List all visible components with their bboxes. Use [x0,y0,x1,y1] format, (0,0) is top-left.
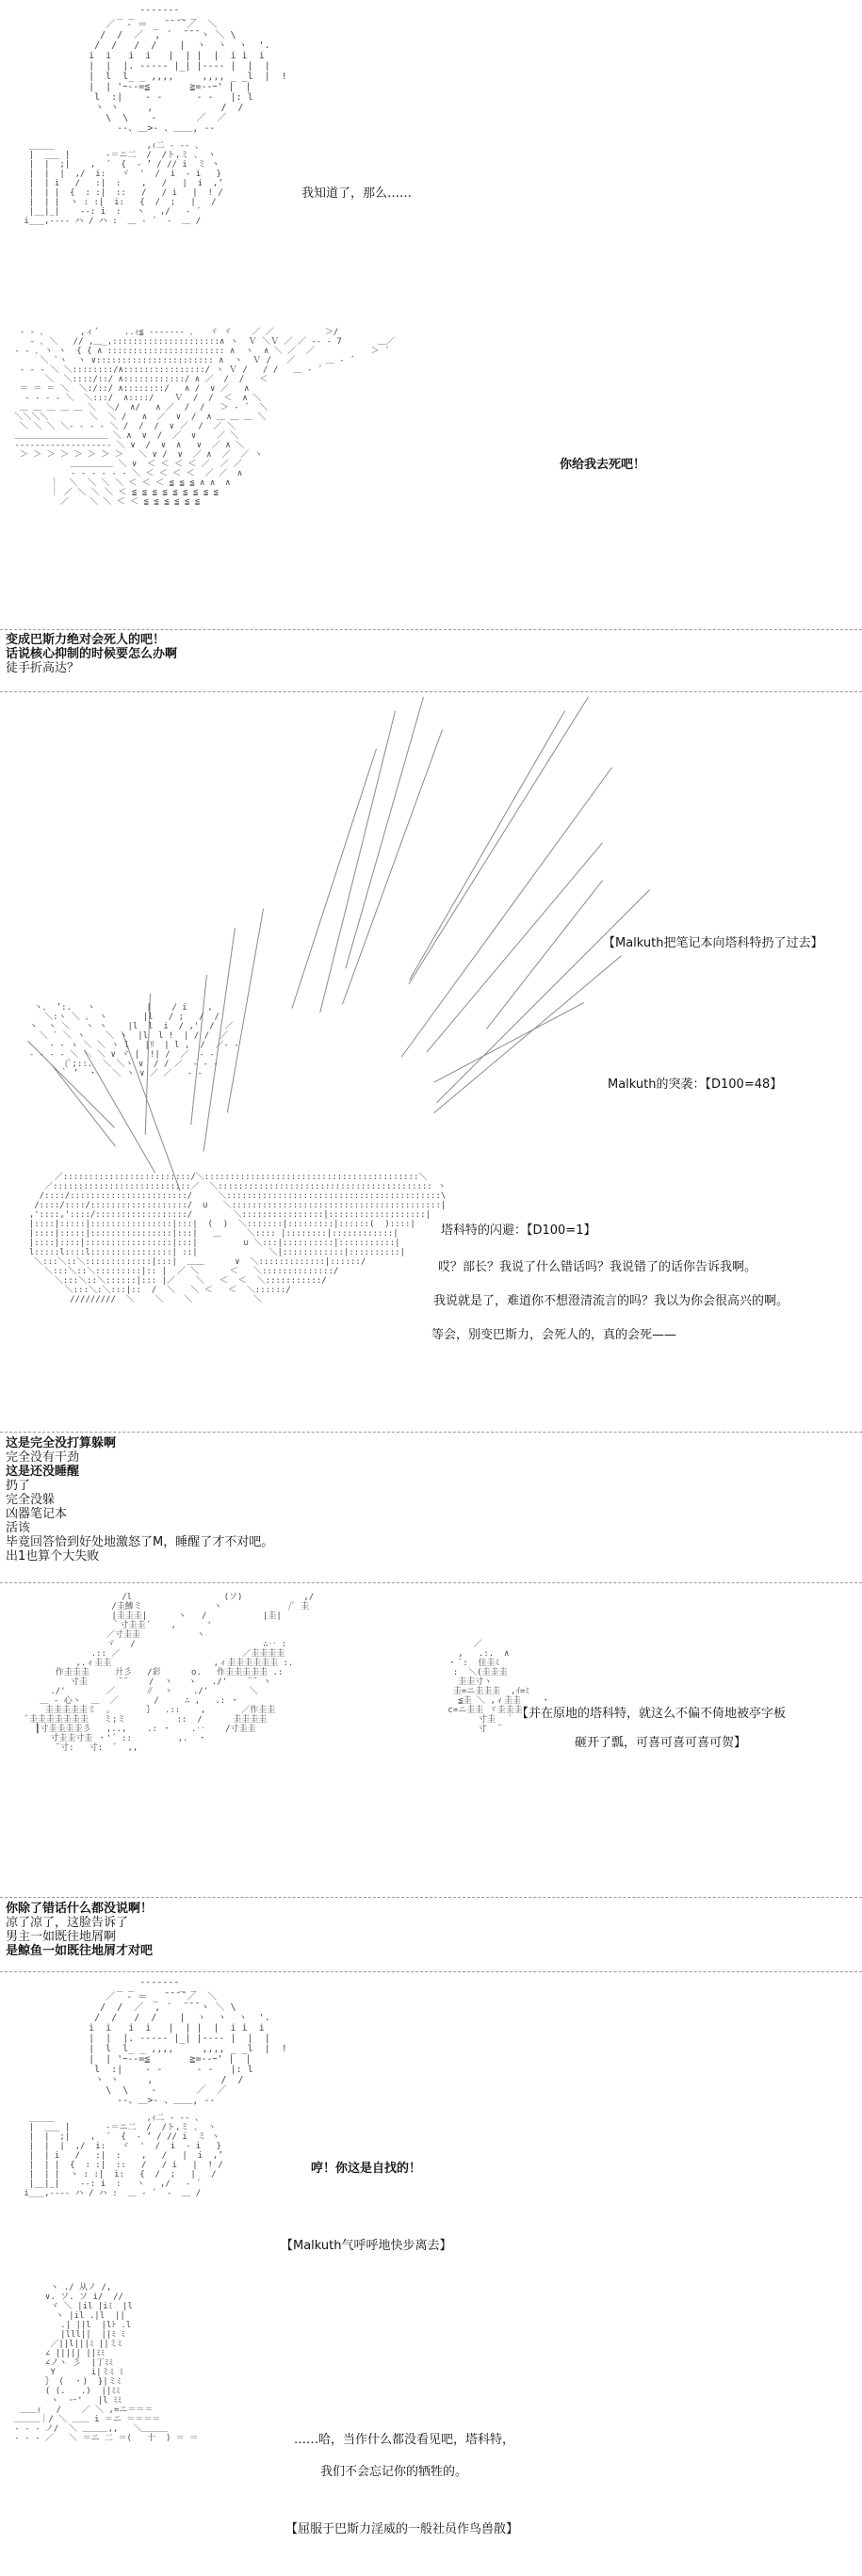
comment-line: 是鲸鱼一如既往地屑才对吧 [6,1944,154,1958]
comment-line: 凶器笔记本 [6,1507,68,1521]
comment-block [6,1902,153,1958]
aa-fallen-takot: /l (ソ) ,/ /圭鯵ミ ヽ /ﾞ 圭 |圭圭圭| ヽ / |圭| ｀寸圭圭´ , ' ／寸圭圭 ヽ ヾ / ∴‥ : .:: ／ ／圭圭圭圭 ,.ィ圭圭 ,ィ圭圭圭圭圭圭 :. 作圭圭圭 廾彡 /彩 o. 作圭圭圭圭圭 .: 寸圭 ¨¨ / ヽ ヽ ./' ¨¨ ヽ ./' ／ ∥ ヽ ./' ＼ ＿ ‐ 心ヽ ＿ ／ / ∴ , .: ・ 圭圭圭圭圭ミ ｡ ｝ .:: , ／作圭圭 ﾞ圭圭圭圭圭圭圭 ミ;ミ :: / 圭圭圭圭 ┃寸圭圭圭圭彡 ,.., .: ・ .‥ /寸圭圭 寸圭圭寸圭 ・'´ :: ,. ・ ¨寸: 寸: ﾟ ,, [24,1593,315,1753]
section-divider [0,629,862,630]
comment-line: 变成巴斯力绝对会死人的吧！ [6,633,166,647]
panel-4 [0,1972,862,2576]
aa-signboard-fragments: ／ , .:. ∧ ・ ﾞ: 住圭ﾐ : ＼(圭圭圭 圭圭寸ヽ 圭=ニ圭圭圭 ,ｲ=ﾐ ≦圭 ＼ ,ィ圭圭 ・ c=ニ圭圭 ヾ圭圭圭 寸圭 ｀ 寸 ¨ [447,1640,550,1734]
section-divider [0,1897,862,1898]
speech-line: 哎？部长？我说了什么错话吗？我说错了的话你告诉我啊。 [438,1260,757,1274]
comment-line: 完全没躲 [6,1493,56,1507]
narration-line: 【Malkuth气呼呼地快步离去】 [281,2239,452,2253]
comment-line: 男主一如既往地屑啊 [6,1930,117,1944]
narration-line: 【屈服于巴斯力淫威的一般社员作鸟兽散】 [285,2522,519,2536]
comment-line: 这是还没睡醒 [6,1465,80,1479]
aa-notebook-hit: ヽ、 ’:. ヽ | / i , ＼:ヽ ＼ 、 ヽ |l / ; / / ヽ ヽ ＼ ヽ ヽ |l l i / ,' / ／ ＼ ` ＼ ヽ ＼ ヽ |l l ! | / / ／ ‐ ‐ ゝ ＼ ＼ ヽ l |ﾘ | l , / ／‐ ‐ ‐ ‐ ‐ ‐ ＼ ＼ ＼ ∨ ヾ | !| / ／ ‐ ‐ (ﾟ;::. ＼ ＼ヽ ∨ / / ／ ‐ ‐ ‐ ｀ ’ ・ ＼ ヽ ∨ ／ ／ ‐ ‐ [28,1003,239,1078]
dice-roll-attack: Malkuth的突袭：【D100=48】 [608,1077,783,1092]
speech-line: 我知道了，那么…… [301,186,413,201]
section-divider [0,1432,862,1433]
panel-1 [0,0,862,629]
comment-line: 出1也算个大失败 [6,1549,100,1563]
aa-seated-figures: ヽ ./ 从ノ /, ∨. ソ. ソ i/ // ヾ ＼ |il |iﾐ |l ヽ |il .|l || .| ||l |lﾄ .l |lll|| ||ﾐ ﾐ ／||l|||ﾐ ||ミﾐ ∠ ||||| ||ﾐﾐ ∠ノヽ 彡 |丁ﾐﾐ Y i|ミﾐ ﾐ ｝ ( ・) }|ミﾐ ( (. .) ||ﾐﾐ ヽ ー' |l ﾐﾐ ＿＿ｨ / ／ ＼ ,=ニ＝＝＝ ＿＿＿｜/ ＼ ＿＿ i ＝ニ ＝＝＝＝ ‐ ‐ ‐ ノ/ ＼ ＿＿＿,, ＼＿＿＿ ‐ ‐ ‐ ／ ＼ ＝ニ 二 ＝( 十 ) ＝ ＝ [14,2283,199,2443]
aa-throw-attack: ‐ ‐ ､ ,ィ´ ..ｨ≦ ‐‐‐‐‐‐‐ ､ ヾ ヾ ／ ／ ＞/ ‐ ､ ＼ // ,＿_,:::::::::::::::::::::∧ ヽ Ｖ ＼Ｖ ／ ／ ‐‐ ‐ 7 ＿／ ‐ ‐ ､ ヽ ヽ { { ∧ ::::::::::::::::::::::: ∧ ヽ ∧ ＼ ／ ／ ＞ ´ ＼ `ヽ ヽ ∨::::::::::::::::::::::: ∧ ヽ Ｖ / ／ ＿ ‐ ´ ‐ ‐ ‐ ＼ ＼::::::::/∧::::::::::::::::/ ヽ Ｖ / / / ＿ ‐ ´ ＼ ＼::::/::/ ∧::::::::::::/ ∧ ／ / / ＜ ＝ ＝ ＝ ＼ ＼:/::/ ∧::::::::/ ∧ / ∨ ／ ∧ ‐ ‐ ‐ ‐ ＼ ＼:::/ ∧::::/ Ｖ / / ＜ ∧ ＼ ＿ ＿ ＿ ＿ ＿ ＼ ＼/ ∧/ ∧ ／ / / ＞ ‐ ´ ＼ ＼＼＼＼ ＼ ＼ / ∧ ／ ∨ / ∧ ＿ ＿ ＿ ＼ ＼ ＼ ＼ ＼‐ ‐ ‐ ‐ ＼ / / / ∨ ／ / ／ ＼ ＿＿＿＿＿＿＿＿＿＿＿ ＼ ∧ ∨ / ／ ∨ ／ ＼ ‐‐‐‐‐‐‐‐‐‐‐‐‐‐‐‐‐‐‐ ＼ ∨ / ∨ ∧ ∨ ／ ∧ ＼ ＞ ＞ ＞ ＞ ＞ ＞ ＞ ＞ ＼ ∨ / ∨ ／ ∧ ／ ／ ヽ ＿＿＿＿＿ ＼ ∨ ＜ ＜ ＜ ＜ ／ ／ ／ ‐ ‐ ‐ ‐ ‐ ‐ ＼ ＜ ＜ ＜ ＜ ／ ／ ∧ ｜ ＼ ＼ ＼ ＼ ＜ ＜ ＜ ≦ ≦ ≦ ∧ ∧ ∧ ｜ ／ ＼ ＼ ＼ ＜ ≦ ≦ ≦ ≦ ≦ ≦ ≦ ≦ ≦ ／ ＼ ＼ ＜ ＜ ≦ ≦ ≦ ≦ ≦ ≦ [14,328,395,507]
comment-block [6,1436,273,1563]
speech-line: 哼！你这是自找的！ [311,2162,422,2176]
comment-line: 凉了凉了，这脸告诉了 [6,1916,129,1930]
aa-character-girl-bust: _ _ ̄ ̄ ̄ ̄ ̄ ̄ ̄ _ _ ／ ‐ ＝ _ ̄ ̄ ̄ ̄ ／ ＼ / / ／ , ´ ̄ ̄ ̄ ヽ ＼ \ / / / / | ヽ ヽ ヽ '. i i i i | | | | i i i | | |. ---‐‐ |_| |‐‐‐- | | | | l l_ _ ,,,, ,,,, _ _l | ! | | 'ｰ--=≦ ≧=--ｰ' | | l :| ‐ ‐ ‐ ‐ |: l ヽ ヽ , / / \ \ ‐ ／ ／ ‐-、＿>- 、＿＿, -‐ [89,9,287,134]
comment-line: 徒手折高达？ [6,661,80,675]
panel-2 [0,692,862,1431]
aa-character-girl-bust: _ _ ̄ ̄ ̄ ̄ ̄ ̄ ̄ _ _ ／ ‐ ＝ _ ̄ ̄ ̄ ̄ ／ ＼ / / ／ , ´ ̄ ̄ ̄ ヽ ＼ \ / / / / | ヽ ヽ ヽ '. i i i i | | | | i i i | | |. ---‐‐ |_| |‐‐‐- | | | | l l_ _ ,,,, ,,,, _ _l | ! | | 'ｰ--=≦ ≧=--ｰ' | | l :| ‐ ‐ ‐ ‐ |: l ヽ ヽ , / / \ \ ‐ ／ ／ ‐-、＿>- 、＿＿, -‐ [89,1982,287,2106]
speech-line: ……哈，当作什么都没看见吧，塔科特， [294,2433,515,2447]
aa-character-girl-body: _____ ,ｨ二 ‐ ‐- 、 | ___ | ‐＝ニ二 / /ト,ミ 、 ヽ | | ;| , ´ { ‐ ’ / // i ミ ヽ | | | ,/ i: ヾ ' / i ‐ i } | | i / :| : , / | i ,’ | | | { : :| :: / / i | ! / | | | ヽ : :| i: { / ; | / |__|_| ‐-: i : ヽ ,/ ‐ ´ i___,---- ハ / ハ : ＿ ‐ ´ ‐ ＿ / [24,141,223,226]
comment-block [6,633,177,675]
narration-line: 【Malkuth把笔记本向塔科特扔了过去】 [603,936,823,950]
comment-line: 你除了错话什么都没说啊！ [6,1902,154,1916]
speech-line: 我说就是了，难道你不想澄清流言的吗？我以为你会很高兴的啊。 [433,1294,789,1308]
comment-line: 扔了 [6,1479,31,1493]
panel-3 [0,1583,862,1894]
speech-line: 你给我去死吧！ [560,458,646,472]
speech-line: 等会，别变巴斯力，会死人的，真的会死—— [431,1328,677,1342]
speech-line: 我们不会忘记你的牺牲的。 [320,2465,468,2479]
narration-line: 砸开了瓢，可喜可喜可喜可贺】 [575,1736,747,1750]
dice-roll-dodge: 塔科特的闪避：【D100=1】 [441,1223,596,1238]
aa-target-takot: ／:::::::::::::::::::::::::/＼::::::::::::::::::::::::::::::::::::::::::＼ ／:::::::::::::::::::::::::::／ ＼:::::::::::::::::::::::::::::::::::::::::: ヽ /::::/:::::::::::::::::::::::/ ＼::::::::::::::::::::::::::::::::::::::::::\ /::::/::::/:::::::::::::::::::/ ∪ ＼:::::::::::::::::::::::::::::::::::::::::| ,'::::,'::::/::::::::::::::::::/ ＼::::::::::::::::|:::::::::::::::::::| |::::|:::::|::::::::::::::::|:::| ( ) ＼:::::::|:::::::::|::::::( )::::| |::::|:::::|::::::::::::::::|:::| ＿ ＼:::: |::::::::|::::::::::::| |::::|::::|:::::::::::::::::|:::| ∪ ＼:::|::::::::::|:::::::::::| l:::::l::::l::::::::::::::::| ::| ＼|::::::::::::|::::::::::| ＼:::＼::＼:::::::::::::|:::| ＿＿ ∨ ＼:::::::::::::|::::::/ ＼:::＼::＼:::::::::|:: | ／ ＼ ＜ ＼::::::::::::::/ ＼:::＼::＼::::::|::: |／ ＼ ＜ ＜ ＼:::::::::::/ ＼:::＼:＼:::|:: / ＼ ＼ ＜ ＜ ＼::::::/ ///////// ＼ ＼ ＼ ＼ [28,1173,447,1304]
comment-line: 活该 [6,1521,31,1535]
comment-line: 毕竟回答恰到好处地激怒了M，睡醒了才不对吧。 [6,1535,274,1549]
comment-line: 话说核心抑制的时候要怎么办啊 [6,647,178,661]
aa-character-girl-body: _____ ,ｨ二 ‐ ‐- 、 | ___ | ‐＝ニ二 / /ト,ミ 、 ヽ | | ;| , ´ { ‐ ’ / // i ミ ヽ | | | ,/ i: ヾ ' / i ‐ i } | | i / :| : , / | i ,’ | | | { : :| :: / / i | ! / | | | ヽ : :| i: { / ; | / |__|_| ‐-: i : ヽ ,/ ‐ ´ i___,---- ハ / ハ : ＿ ‐ ´ ‐ ＿ / [24,2114,223,2198]
narration-line: 【并在原地的塔科特，就这么不偏不倚地被亭字板 [516,1707,787,1721]
comment-line: 这是完全没打算躲啊 [6,1436,117,1450]
comment-line: 完全没有干劲 [6,1450,80,1465]
